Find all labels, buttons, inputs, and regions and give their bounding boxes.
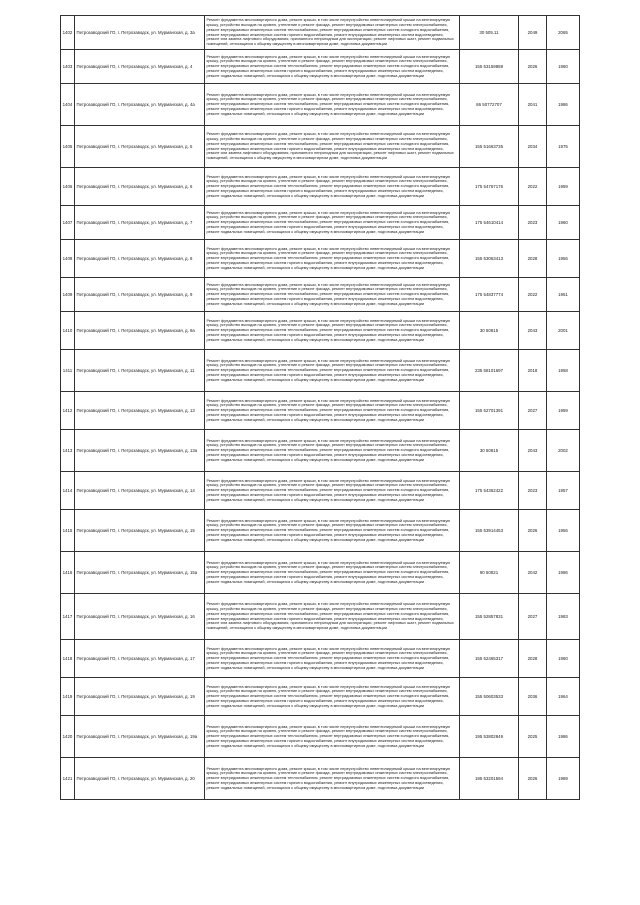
year-built-cell: 1957 [547,472,580,510]
year-planned-cell: 2018 [519,350,547,392]
year-planned-cell: 2028 [519,240,547,278]
address-cell: Петрозаводский ГО, г. Петрозаводск, ул. Мурманская, д. 14 [75,472,205,510]
address-cell: Петрозаводский ГО, г. Петрозаводск, ул. Мурманская, д. 19а [75,716,205,758]
year-planned-cell: 2022 [519,168,547,206]
row-number-cell: 1408 [61,240,75,278]
address-cell: Петрозаводский ГО, г. Петрозаводск, ул. Мурманская, д. 7 [75,206,205,240]
works-list-cell: Ремонт фундамента многоквартирного дома, ремонт крыши, в том числе переустройство невентилируемой крыши на вентилируемую крышу, устройство выходов на кровлю, утепление и ремонт фасада, ремонт внутридомовых инженерных систем электроснабжения, ремонт внутридомовых инженерных систем теплоснабжения, ремонт внутридомовых инженерных систем холодного водоснабжения, ремонт внутридомовых инженерных систем горячего водоснабжения, ремонт внутридомовых инженерных систем водоотведения, ремонт подвальных помещений, относящихся к общему имуществу в многоквартирном доме, подготовка документации [205,50,460,84]
row-number-cell: 1404 [61,84,75,126]
year-built-cell: 1989 [547,758,580,800]
year-built-cell: 1960 [547,640,580,678]
works-list-cell: Ремонт фундамента многоквартирного дома, ремонт крыши, в том числе переустройство невентилируемой крыши на вентилируемую крышу, устройство выходов на кровлю, утепление и ремонт фасада, ремонт внутридомовых инженерных систем электроснабжения, ремонт внутридомовых инженерных систем теплоснабжения, ремонт внутридомовых инженерных систем холодного водоснабжения, ремонт внутридомовых инженерных систем горячего водоснабжения, ремонт внутридомовых инженерных систем водоотведения, ремонт подвальных помещений, относящихся к общему имуществу в многоквартирном доме, подготовка документации [205,552,460,594]
works-list-cell: Ремонт фундамента многоквартирного дома, ремонт крыши, в том числе переустройство невентилируемой крыши на вентилируемую крышу, устройство выходов на кровлю, утепление и ремонт фасада, ремонт внутридомовых инженерных систем электроснабжения, ремонт внутридомовых инженерных систем теплоснабжения, ремонт внутридомовых инженерных систем холодного водоснабжения, ремонт внутридомовых инженерных систем горячего водоснабжения, ремонт внутридомовых инженерных систем водоотведения, ремонт подвальных помещений, относящихся к общему имуществу в многоквартирном доме, подготовка документации [205,392,460,430]
table-row [61,472,580,510]
works-list-cell: Ремонт фундамента многоквартирного дома, ремонт крыши, в том числе переустройство невентилируемой крыши на вентилируемую крышу, устройство выходов на кровлю, утепление и ремонт фасада, ремонт внутридомовых инженерных систем электроснабжения, ремонт внутридомовых инженерных систем теплоснабжения, ремонт внутридомовых инженерных систем холодного водоснабжения, ремонт внутридомовых инженерных систем горячего водоснабжения, ремонт внутридомовых инженерных систем водоотведения, ремонт подвальных помещений, относящихся к общему имуществу в многоквартирном доме, подготовка документации [205,472,460,510]
area-value-cell: 155 52465317 [460,640,519,678]
year-built-cell: 2002 [547,430,580,472]
year-planned-cell: 2025 [519,716,547,758]
year-planned-cell: 2034 [519,126,547,168]
year-planned-cell: 2023 [519,472,547,510]
works-list-cell: Ремонт фундамента многоквартирного дома, ремонт крыши, в том числе переустройство невентилируемой крыши на вентилируемую крышу, устройство выходов на кровлю, утепление и ремонт фасада, ремонт внутридомовых инженерных систем электроснабжения, ремонт внутридомовых инженерных систем теплоснабжения, ремонт внутридомовых инженерных систем холодного водоснабжения, ремонт внутридомовых инженерных систем горячего водоснабжения, ремонт внутридомовых инженерных систем водоотведения, ремонт подвальных помещений, относящихся к общему имуществу в многоквартирном доме, подготовка документации [205,312,460,350]
address-cell: Петрозаводский ГО, г. Петрозаводск, ул. Мурманская, д. 4 [75,50,205,84]
row-number-cell: 1413 [61,430,75,472]
area-value-cell: 155 50603533 [460,678,519,716]
works-list-cell: Ремонт фундамента многоквартирного дома, ремонт крыши, в том числе переустройство невентилируемой крыши на вентилируемую крышу, устройство выходов на кровлю, утепление и ремонт фасада, ремонт внутридомовых инженерных систем электроснабжения, ремонт внутридомовых инженерных систем теплоснабжения, ремонт внутридомовых инженерных систем холодного водоснабжения, ремонт внутридомовых инженерных систем горячего водоснабжения, ремонт внутридомовых инженерных систем водоотведения, ремонт подвальных помещений, относящихся к общему имуществу в многоквартирном доме, подготовка документации [205,84,460,126]
table-row [61,716,580,758]
year-built-cell: 1964 [547,678,580,716]
year-planned-cell: 2028 [519,640,547,678]
year-planned-cell: 2036 [519,678,547,716]
row-number-cell: 1402 [61,16,75,50]
works-list-cell: Ремонт фундамента многоквартирного дома, ремонт крыши, в том числе переустройство невентилируемой крыши на вентилируемую крышу, устройство выходов на кровлю, утепление и ремонт фасада, ремонт внутридомовых инженерных систем электроснабжения, ремонт внутридомовых инженерных систем теплоснабжения, ремонт внутридомовых инженерных систем холодного водоснабжения, ремонт внутридомовых инженерных систем горячего водоснабжения, ремонт внутридомовых инженерных систем водоотведения, ремонт подвальных помещений, относящихся к общему имуществу в многоквартирном доме, подготовка документации [205,510,460,552]
table-row [61,16,580,50]
table-row [61,206,580,240]
year-built-cell: 1959 [547,392,580,430]
works-list-cell: Ремонт фундамента многоквартирного дома, ремонт крыши, в том числе переустройство невентилируемой крыши на вентилируемую крышу, устройство выходов на кровлю, утепление и ремонт фасада, ремонт внутридомовых инженерных систем электроснабжения, ремонт внутридомовых инженерных систем теплоснабжения, ремонт внутридомовых инженерных систем холодного водоснабжения, ремонт внутридомовых инженерных систем горячего водоснабжения, ремонт внутридомовых инженерных систем водоотведения, ремонт или замена лифтового оборудования, признанного непригодным для эксплуатации, ремонт лифтовых шахт, ремонт подвальных помещений, относящихся к общему имуществу в многоквартирном доме, подготовка документации [205,594,460,640]
year-built-cell: 1960 [547,50,580,84]
row-number-cell: 1420 [61,716,75,758]
address-cell: Петрозаводский ГО, г. Петрозаводск, ул. Мурманская, д. 4а [75,84,205,126]
table-row [61,350,580,392]
row-number-cell: 1418 [61,640,75,678]
area-value-cell: 90 50821 [460,552,519,594]
row-number-cell: 1412 [61,392,75,430]
row-number-cell: 1410 [61,312,75,350]
area-value-cell: 155 53914453 [460,510,519,552]
area-value-cell: 155 52857831 [460,594,519,640]
table-row [61,168,580,206]
address-cell: Петрозаводский ГО, г. Петрозаводск, ул. Мурманская, д. 5 [75,126,205,168]
address-cell: Петрозаводский ГО, г. Петрозаводск, ул. Мурманская, д. 6 [75,168,205,206]
address-cell: Петрозаводский ГО, г. Петрозаводск, ул. Мурманская, д. 20 [75,758,205,800]
row-number-cell: 1407 [61,206,75,240]
year-built-cell: 1960 [547,206,580,240]
row-number-cell: 1411 [61,350,75,392]
row-number-cell: 1419 [61,678,75,716]
area-value-cell: 195 53802849 [460,716,519,758]
area-value-cell: 235 58101697 [460,350,519,392]
area-value-cell: 30 505.11 [460,16,519,50]
works-list-cell: Ремонт фундамента многоквартирного дома, ремонт крыши, в том числе переустройство невентилируемой крыши на вентилируемую крышу, устройство выходов на кровлю, утепление и ремонт фасада, ремонт внутридомовых инженерных систем электроснабжения, ремонт внутридомовых инженерных систем теплоснабжения, ремонт внутридомовых инженерных систем холодного водоснабжения, ремонт внутридомовых инженерных систем горячего водоснабжения, ремонт внутридомовых инженерных систем водоотведения, ремонт подвальных помещений, относящихся к общему имуществу в многоквартирном доме, подготовка документации [205,350,460,392]
area-value-cell: 175 54767176 [460,168,519,206]
year-planned-cell: 2026 [519,510,547,552]
year-built-cell: 1986 [547,716,580,758]
address-cell: Петрозаводский ГО, г. Петрозаводск, ул. Мурманская, д. 17 [75,640,205,678]
year-planned-cell: 2026 [519,758,547,800]
address-cell: Петрозаводский ГО, г. Петрозаводск, ул. Мурманская, д. 19 [75,678,205,716]
works-list-cell: Ремонт фундамента многоквартирного дома, ремонт крыши, в том числе переустройство невентилируемой крыши на вентилируемую крышу, устройство выходов на кровлю, утепление и ремонт фасада, ремонт внутридомовых инженерных систем электроснабжения, ремонт внутридомовых инженерных систем теплоснабжения, ремонт внутридомовых инженерных систем холодного водоснабжения, ремонт внутридомовых инженерных систем горячего водоснабжения, ремонт внутридомовых инженерных систем водоотведения, ремонт подвальных помещений, относящихся к общему имуществу в многоквартирном доме, подготовка документации [205,678,460,716]
works-list-cell: Ремонт фундамента многоквартирного дома, ремонт крыши, в том числе переустройство невентилируемой крыши на вентилируемую крышу, устройство выходов на кровлю, утепление и ремонт фасада, ремонт внутридомовых инженерных систем электроснабжения, ремонт внутридомовых инженерных систем теплоснабжения, ремонт внутридомовых инженерных систем холодного водоснабжения, ремонт внутридомовых инженерных систем горячего водоснабжения, ремонт внутридомовых инженерных систем водоотведения, ремонт подвальных помещений, относящихся к общему имуществу в многоквартирном доме, подготовка документации [205,240,460,278]
year-planned-cell: 2027 [519,392,547,430]
address-cell: Петрозаводский ГО, г. Петрозаводск, ул. Мурманская, д. 8 [75,240,205,278]
address-cell: Петрозаводский ГО, г. Петрозаводск, ул. Мурманская, д. 3а [75,16,205,50]
table-row [61,640,580,678]
table-row [61,594,580,640]
area-value-cell: 30 50815 [460,430,519,472]
area-value-cell: 175 54837774 [460,278,519,312]
row-number-cell: 1416 [61,552,75,594]
works-list-cell: Ремонт фундамента многоквартирного дома, ремонт крыши, в том числе переустройство невентилируемой крыши на вентилируемую крышу, устройство выходов на кровлю, утепление и ремонт фасада, ремонт внутридомовых инженерных систем электроснабжения, ремонт внутридомовых инженерных систем теплоснабжения, ремонт внутридомовых инженерных систем холодного водоснабжения, ремонт внутридомовых инженерных систем горячего водоснабжения, ремонт внутридомовых инженерных систем водоотведения, ремонт или замена лифтового оборудования, признанного непригодным для эксплуатации, ремонт лифтовых шахт, ремонт подвальных помещений, относящихся к общему имуществу в многоквартирном доме, подготовка документации [205,16,460,50]
table-row [61,312,580,350]
works-list-cell: Ремонт фундамента многоквартирного дома, ремонт крыши, в том числе переустройство невентилируемой крыши на вентилируемую крышу, устройство выходов на кровлю, утепление и ремонт фасада, ремонт внутридомовых инженерных систем электроснабжения, ремонт внутридомовых инженерных систем теплоснабжения, ремонт внутридомовых инженерных систем холодного водоснабжения, ремонт внутридомовых инженерных систем горячего водоснабжения, ремонт внутридомовых инженерных систем водоотведения, ремонт подвальных помещений, относящихся к общему имуществу в многоквартирном доме, подготовка документации [205,640,460,678]
address-cell: Петрозаводский ГО, г. Петрозаводск, ул. Мурманская, д. 13 [75,392,205,430]
table-row [61,84,580,126]
year-planned-cell: 2043 [519,430,547,472]
area-value-cell: 155 52701391 [460,392,519,430]
row-number-cell: 1417 [61,594,75,640]
year-built-cell: 1959 [547,168,580,206]
housing-registry-table [60,15,580,800]
row-number-cell: 1406 [61,168,75,206]
table-row [61,430,580,472]
works-list-cell: Ремонт фундамента многоквартирного дома, ремонт крыши, в том числе переустройство невентилируемой крыши на вентилируемую крышу, устройство выходов на кровлю, утепление и ремонт фасада, ремонт внутридомовых инженерных систем электроснабжения, ремонт внутридомовых инженерных систем теплоснабжения, ремонт внутридомовых инженерных систем холодного водоснабжения, ремонт внутридомовых инженерных систем горячего водоснабжения, ремонт внутридомовых инженерных систем водоотведения, ремонт подвальных помещений, относящихся к общему имуществу в многоквартирном доме, подготовка документации [205,430,460,472]
row-number-cell: 1415 [61,510,75,552]
works-list-cell: Ремонт фундамента многоквартирного дома, ремонт крыши, в том числе переустройство невентилируемой крыши на вентилируемую крышу, устройство выходов на кровлю, утепление и ремонт фасада, ремонт внутридомовых инженерных систем электроснабжения, ремонт внутридомовых инженерных систем теплоснабжения, ремонт внутридомовых инженерных систем холодного водоснабжения, ремонт внутридомовых инженерных систем горячего водоснабжения, ремонт внутридомовых инженерных систем водоотведения, ремонт или замена лифтового оборудования, признанного непригодным для эксплуатации, ремонт лифтовых шахт, ремонт подвальных помещений, относящихся к общему имуществу в многоквартирном доме, подготовка документации [205,126,460,168]
address-cell: Петрозаводский ГО, г. Петрозаводск, ул. Мурманская, д. 9 [75,278,205,312]
area-value-cell: 155 51663735 [460,126,519,168]
works-list-cell: Ремонт фундамента многоквартирного дома, ремонт крыши, в том числе переустройство невентилируемой крыши на вентилируемую крышу, устройство выходов на кровлю, утепление и ремонт фасада, ремонт внутридомовых инженерных систем электроснабжения, ремонт внутридомовых инженерных систем теплоснабжения, ремонт внутридомовых инженерных систем холодного водоснабжения, ремонт внутридомовых инженерных систем горячего водоснабжения, ремонт внутридомовых инженерных систем водоотведения, ремонт подвальных помещений, относящихся к общему имуществу в многоквартирном доме, подготовка документации [205,716,460,758]
year-planned-cell: 2026 [519,50,547,84]
year-built-cell: 1951 [547,278,580,312]
table-row [61,278,580,312]
year-built-cell: 1986 [547,552,580,594]
year-built-cell: 1958 [547,350,580,392]
year-planned-cell: 2043 [519,312,547,350]
table-row [61,552,580,594]
row-number-cell: 1409 [61,278,75,312]
year-built-cell: 1983 [547,594,580,640]
area-value-cell: 155 53159889 [460,50,519,84]
table-body [61,16,580,800]
works-list-cell: Ремонт фундамента многоквартирного дома, ремонт крыши, в том числе переустройство невентилируемой крыши на вентилируемую крышу, устройство выходов на кровлю, утепление и ремонт фасада, ремонт внутридомовых инженерных систем электроснабжения, ремонт внутридомовых инженерных систем теплоснабжения, ремонт внутридомовых инженерных систем холодного водоснабжения, ремонт внутридомовых инженерных систем горячего водоснабжения, ремонт внутридомовых инженерных систем водоотведения, ремонт подвальных помещений, относящихся к общему имуществу в многоквартирном доме, подготовка документации [205,206,460,240]
row-number-cell: 1414 [61,472,75,510]
year-built-cell: 1986 [547,84,580,126]
area-value-cell: 195 53201594 [460,758,519,800]
address-cell: Петрозаводский ГО, г. Петрозаводск, ул. Мурманская, д. 15а [75,552,205,594]
year-built-cell: 1956 [547,510,580,552]
table-row [61,126,580,168]
area-value-cell: 155 53063413 [460,240,519,278]
year-planned-cell: 2041 [519,84,547,126]
area-value-cell: 175 54610414 [460,206,519,240]
table-row [61,392,580,430]
row-number-cell: 1403 [61,50,75,84]
area-value-cell: 175 54362422 [460,472,519,510]
year-planned-cell: 2042 [519,552,547,594]
address-cell: Петрозаводский ГО, г. Петрозаводск, ул. Мурманская, д. 15 [75,510,205,552]
row-number-cell: 1405 [61,126,75,168]
address-cell: Петрозаводский ГО, г. Петрозаводск, ул. Мурманская, д. 11 [75,350,205,392]
table-row [61,678,580,716]
year-planned-cell: 2027 [519,594,547,640]
works-list-cell: Ремонт фундамента многоквартирного дома, ремонт крыши, в том числе переустройство невентилируемой крыши на вентилируемую крышу, устройство выходов на кровлю, утепление и ремонт фасада, ремонт внутридомовых инженерных систем электроснабжения, ремонт внутридомовых инженерных систем теплоснабжения, ремонт внутридомовых инженерных систем холодного водоснабжения, ремонт внутридомовых инженерных систем горячего водоснабжения, ремонт внутридомовых инженерных систем водоотведения, ремонт подвальных помещений, относящихся к общему имуществу в многоквартирном доме, подготовка документации [205,168,460,206]
address-cell: Петрозаводский ГО, г. Петрозаводск, ул. Мурманская, д. 16 [75,594,205,640]
address-cell: Петрозаводский ГО, г. Петрозаводск, ул. Мурманская, д. 9а [75,312,205,350]
year-built-cell: 2001 [547,312,580,350]
table-row [61,240,580,278]
works-list-cell: Ремонт фундамента многоквартирного дома, ремонт крыши, в том числе переустройство невентилируемой крыши на вентилируемую крышу, устройство выходов на кровлю, утепление и ремонт фасада, ремонт внутридомовых инженерных систем электроснабжения, ремонт внутридомовых инженерных систем теплоснабжения, ремонт внутридомовых инженерных систем холодного водоснабжения, ремонт внутридомовых инженерных систем горячего водоснабжения, ремонт внутридомовых инженерных систем водоотведения, ремонт подвальных помещений, относящихся к общему имуществу в многоквартирном доме, подготовка документации [205,758,460,800]
year-planned-cell: 2022 [519,278,547,312]
year-built-cell: 2065 [547,16,580,50]
table-row [61,50,580,84]
row-number-cell: 1421 [61,758,75,800]
year-built-cell: 1975 [547,126,580,168]
year-planned-cell: 2023 [519,206,547,240]
area-value-cell: 30 50815 [460,312,519,350]
year-built-cell: 1956 [547,240,580,278]
year-planned-cell: 2049 [519,16,547,50]
table-row [61,758,580,800]
works-list-cell: Ремонт фундамента многоквартирного дома, ремонт крыши, в том числе переустройство невентилируемой крыши на вентилируемую крышу, устройство выходов на кровлю, утепление и ремонт фасада, ремонт внутридомовых инженерных систем электроснабжения, ремонт внутридомовых инженерных систем теплоснабжения, ремонт внутридомовых инженерных систем холодного водоснабжения, ремонт внутридомовых инженерных систем горячего водоснабжения, ремонт внутридомовых инженерных систем водоотведения, ремонт подвальных помещений, относящихся к общему имуществу в многоквартирном доме, подготовка документации [205,278,460,312]
area-value-cell: 86 50772707 [460,84,519,126]
table-row [61,510,580,552]
address-cell: Петрозаводский ГО, г. Петрозаводск, ул. Мурманская, д. 13а [75,430,205,472]
